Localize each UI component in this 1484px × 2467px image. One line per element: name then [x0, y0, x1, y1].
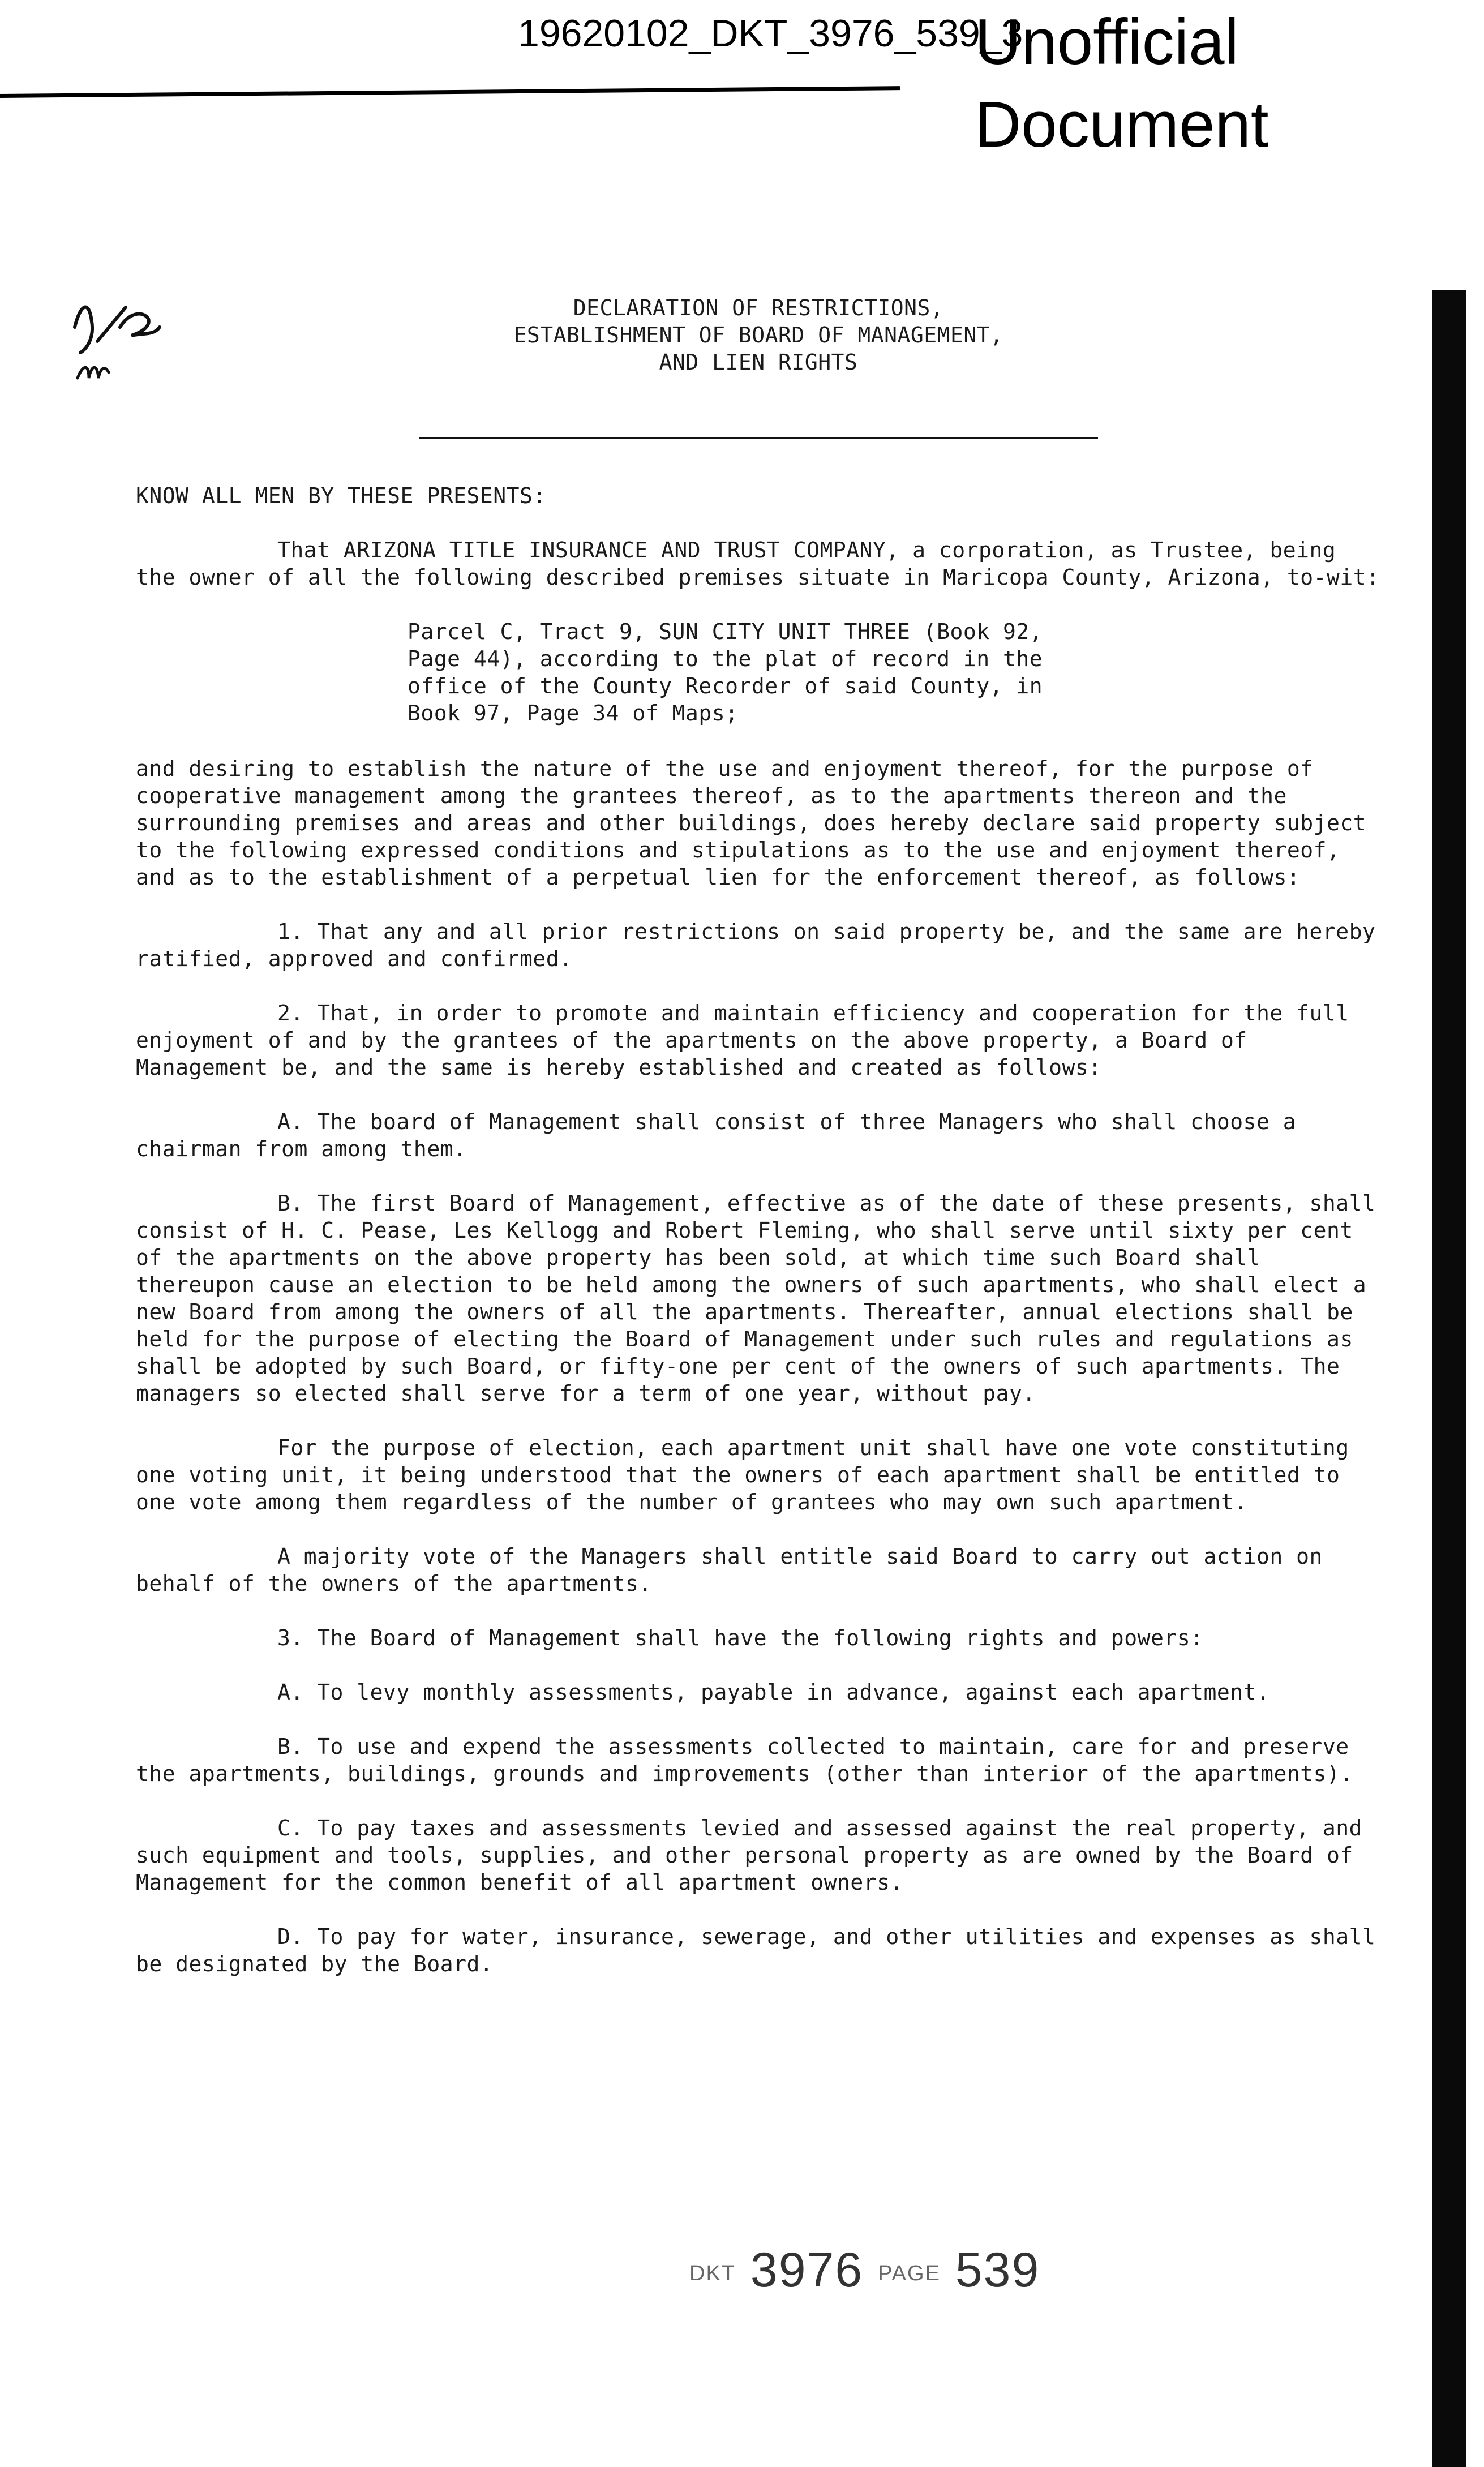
document-title	[136, 294, 1381, 376]
clause-3: 3. The Board of Management shall have the following rights and powers:	[277, 1625, 1204, 1650]
clause-2-election: For the purpose of election, each apartment unit shall have one vote constituting one voting unit, it being understood that the owners of each apartment shall be entitled to one vote among them regardless of the number of grantees who may own such apartment.	[136, 1435, 1349, 1514]
salutation: KNOW ALL MEN BY THESE PRESENTS:	[136, 483, 546, 508]
clause-2a: A. The board of Management shall consist of three Managers who shall choose a chairman from among them.	[136, 1109, 1297, 1161]
intro-paragraph: That ARIZONA TITLE INSURANCE AND TRUST COMPANY, a corporation, as Trustee, being the owner of all the following described premises situate in Maricopa County, Arizona, to-wit:	[136, 538, 1380, 590]
title-underline	[419, 437, 1098, 439]
clause-3c: C. To pay taxes and assessments levied and assessed against the real property, and such equipment and tools, supplies, and other personal property as are owned by the Board of Management for the common benefit of all apartment owners.	[136, 1816, 1362, 1895]
docket-page-stamp	[689, 2242, 1040, 2298]
document-id: 19620102_DKT_3976_539_3	[518, 12, 1023, 55]
clause-2-majority: A majority vote of the Managers shall entitle said Board to carry out action on behalf of the owners of the apartments.	[136, 1544, 1323, 1596]
document-body	[136, 294, 1381, 2005]
clause-3a: A. To levy monthly assessments, payable in advance, against each apartment.	[277, 1680, 1270, 1705]
parcel-description: Parcel C, Tract 9, SUN CITY UNIT THREE (Book 92, Page 44), according to the plat of record in the office of the County Recorder of said County, in Book 97, Page 34 of Maps;	[408, 619, 1043, 726]
watermark-line-1: Unofficial	[975, 6, 1239, 78]
clause-3b: B. To use and expend the assessments collected to maintain, care for and preserve the apartments, buildings, grounds and improvements (other than interior of the apartments).	[136, 1734, 1353, 1786]
scan-edge-bar	[1432, 290, 1466, 2467]
clause-2: 2. That, in order to promote and maintain efficiency and cooperation for the full enjoyment of and by the grantees of the apartments on the above property, a Board of Management be, and the same is hereby established and created as follows:	[136, 1001, 1349, 1080]
watermark-line-2: Document	[975, 89, 1269, 161]
stamp-page-number: 539	[955, 2243, 1040, 2297]
stamp-page-label: PAGE	[878, 2261, 941, 2285]
clause-2b: B. The first Board of Management, effective as of the date of these presents, shall consist of H. C. Pease, Les Kellogg and Robert Fleming, who shall serve until sixty per cent of the apartments on the above property has been sold, at which time such Board shall thereupon cause an election to be held among the owners of such apartments, who shall elect a new Board from among the owners of all the apartments. Thereafter, annual elections shall be held for the purpose of electing the Board of Management under such rules and regulations as shall be adopted by such Board, or fifty-one per cent of the owners of such apartments. The managers so elected shall serve for a term of one year, without pay.	[136, 1191, 1376, 1406]
scan-top-rule	[0, 86, 900, 98]
title-line-2: ESTABLISHMENT OF BOARD OF MANAGEMENT,	[513, 323, 1003, 347]
purpose-paragraph: and desiring to establish the nature of the use and enjoyment thereof, for the purpose of cooperative management among the grantees thereof, as to the apartments thereon and the surrounding premises and areas and other buildings, does hereby declare said property subject to the following expressed conditions and stipulations as to the use and enjoyment thereof, and as to the establishment of a perpetual lien for the enforcement thereof, as follows:	[136, 756, 1367, 890]
unofficial-watermark	[975, 1, 1269, 166]
stamp-docket-label: DKT	[689, 2261, 736, 2285]
title-line-3: AND LIEN RIGHTS	[659, 350, 858, 375]
title-line-1: DECLARATION OF RESTRICTIONS,	[573, 295, 944, 320]
clause-3d: D. To pay for water, insurance, sewerage, and other utilities and expenses as shall be designated by the Board.	[136, 1924, 1376, 1976]
clause-1: 1. That any and all prior restrictions on said property be, and the same are hereby ratified, approved and confirmed.	[136, 919, 1376, 971]
stamp-docket-number: 3976	[750, 2243, 864, 2297]
